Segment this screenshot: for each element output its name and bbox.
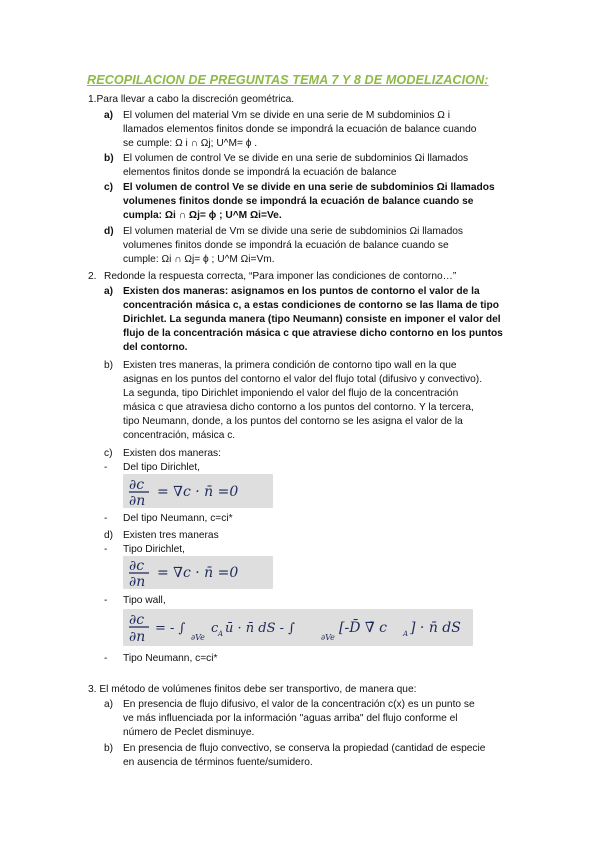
option-marker: c) bbox=[104, 182, 114, 193]
svg-text:A: A bbox=[403, 630, 409, 638]
option-marker: a) bbox=[104, 286, 114, 297]
option-text: en ausencia de términos fuente/sumidero. bbox=[123, 757, 313, 768]
option-text: Del tipo Neumann, c=ci* bbox=[123, 513, 233, 524]
svg-text:= - ∫: = - ∫ bbox=[155, 621, 186, 636]
option-text: se cumple: Ω i ∩ Ωj; U^M= ϕ . bbox=[123, 138, 258, 149]
option-text: elementos finitos donde se impondrá la ecuación de balance bbox=[123, 167, 397, 178]
svg-text:∂Ve: ∂Ve bbox=[321, 633, 335, 642]
option-marker: b) bbox=[104, 743, 114, 754]
dirichlet-equation-image bbox=[123, 556, 273, 589]
correct-option-text: Existen dos maneras: asignamos en los puntos de contorno el valor de la bbox=[123, 286, 480, 297]
svg-text:A: A bbox=[218, 630, 224, 638]
svg-text:= ∇c · n̄ =0: = ∇c · n̄ =0 bbox=[157, 565, 239, 581]
svg-text:∂n: ∂n bbox=[129, 493, 146, 508]
correct-option-text: cumpla: Ωi ∩ Ωj= ϕ ; U^M Ωi=Ve. bbox=[123, 210, 282, 221]
option-text: El volumen material de Vm se divide una serie de subdominios Ωi llamados bbox=[123, 226, 464, 237]
correct-option-text: flujo de la concentración másica c que atraviese dicho contorno en los puntos bbox=[123, 328, 503, 339]
dash-bullet: - bbox=[104, 462, 108, 473]
option-text: volumenes finitos donde se impondrá la ecuación de balance cuando se bbox=[123, 240, 449, 251]
correct-option-text: del contorno. bbox=[123, 342, 188, 353]
svg-text:ū · n̄ dS - ∫: ū · n̄ dS - ∫ bbox=[225, 621, 295, 636]
svg-text:] · n̄ dS: ] · n̄ dS bbox=[410, 620, 461, 636]
correct-option-text: volumenes finitos donde se impondrá la ecuación de balance cuando se bbox=[123, 196, 474, 207]
option-text: Tipo Dirichlet, bbox=[123, 544, 185, 555]
option-text: En presencia de flujo difusivo, el valor de la concentración c(x) es un punto se bbox=[123, 699, 475, 710]
svg-text:∂c: ∂c bbox=[129, 612, 145, 628]
dash-bullet: - bbox=[104, 513, 108, 524]
option-text: ve más influenciada por la información "aguas arriba" del flujo conforme el bbox=[123, 713, 458, 724]
option-marker: b) bbox=[104, 153, 114, 164]
option-text: El volumen del material Vm se divide en una serie de M subdominios Ω i bbox=[123, 110, 450, 121]
dash-bullet: - bbox=[104, 544, 108, 555]
option-marker: d) bbox=[104, 530, 114, 541]
document-title: RECOPILACION DE PREGUNTAS TEMA 7 Y 8 DE MODELIZACION: bbox=[87, 73, 489, 87]
correct-option-text: Dirichlet. La segunda manera (tipo Neumann) consiste en imponer el valor del bbox=[123, 314, 501, 325]
option-text: llamados elementos finitos donde se impondrá la ecuación de balance cuando bbox=[123, 124, 477, 135]
option-marker: a) bbox=[104, 110, 114, 121]
question-1-stem: 1.Para llevar a cabo la discreción geométrica. bbox=[88, 94, 295, 105]
option-text: Existen tres maneras, la primera condición de contorno tipo wall en la que bbox=[123, 360, 457, 371]
option-marker: b) bbox=[104, 360, 114, 371]
question-2-number: 2. bbox=[88, 271, 97, 282]
option-marker: d) bbox=[104, 226, 114, 237]
dash-bullet: - bbox=[104, 595, 108, 606]
option-text: asignas en los puntos del contorno el valor del flujo total (difusivo y convectivo). bbox=[123, 374, 483, 385]
option-marker: a) bbox=[104, 699, 114, 710]
option-text: Del tipo Dirichlet, bbox=[123, 462, 200, 473]
option-text: Existen tres maneras bbox=[123, 530, 219, 541]
svg-text:∂n: ∂n bbox=[129, 574, 146, 589]
svg-text:= ∇c · n̄ =0: = ∇c · n̄ =0 bbox=[157, 484, 239, 500]
option-text: Tipo Neumann, c=ci* bbox=[123, 653, 218, 664]
svg-text:∂c: ∂c bbox=[129, 558, 145, 574]
option-text: tipo Neumann, donde, a los puntos del contorno se les asigna el valor de la bbox=[123, 416, 463, 427]
option-text: La segunda, tipo Dirichlet imponiendo el valor del flujo de la concentración bbox=[123, 388, 459, 399]
svg-text:∂Ve: ∂Ve bbox=[191, 633, 205, 642]
option-text: número de Peclet disminuye. bbox=[123, 727, 255, 738]
option-text: másica c que atraviesa dicho contorno a los puntos del contorno. Y la tercera, bbox=[123, 402, 474, 413]
svg-text:c: c bbox=[211, 621, 219, 636]
svg-text:[-D̄ ∇̄ c: [-D̄ ∇̄ c bbox=[339, 620, 387, 636]
option-text: concentración, másica c. bbox=[123, 430, 236, 441]
correct-option-text: concentración másica c, a estas condiciones de contorno se las llama de tipo bbox=[123, 300, 499, 311]
dirichlet-equation-image bbox=[123, 474, 273, 508]
svg-text:∂n: ∂n bbox=[129, 629, 146, 645]
wall-equation-image bbox=[123, 609, 473, 646]
question-3-stem: 3. El método de volúmenes finitos debe ser transportivo, de manera que: bbox=[88, 684, 417, 695]
option-text: cumple: Ωi ∩ Ωj= ϕ ; U^M Ωi=Vm. bbox=[123, 254, 275, 265]
option-text: Tipo wall, bbox=[123, 595, 166, 606]
option-text: Existen dos maneras: bbox=[123, 448, 221, 459]
question-2-stem: Redonde la respuesta correcta, “Para imponer las condiciones de contorno…” bbox=[104, 271, 457, 282]
correct-option-text: El volumen de control Ve se divide en una serie de subdominios Ωi llamados bbox=[123, 182, 495, 193]
option-text: El volumen de control Ve se divide en una serie de subdominios Ωi llamados bbox=[123, 153, 469, 164]
option-text: En presencia de flujo convectivo, se conserva la propiedad (cantidad de especie bbox=[123, 743, 486, 754]
dash-bullet: - bbox=[104, 653, 108, 664]
svg-text:∂c: ∂c bbox=[129, 477, 145, 493]
option-marker: c) bbox=[104, 448, 113, 459]
